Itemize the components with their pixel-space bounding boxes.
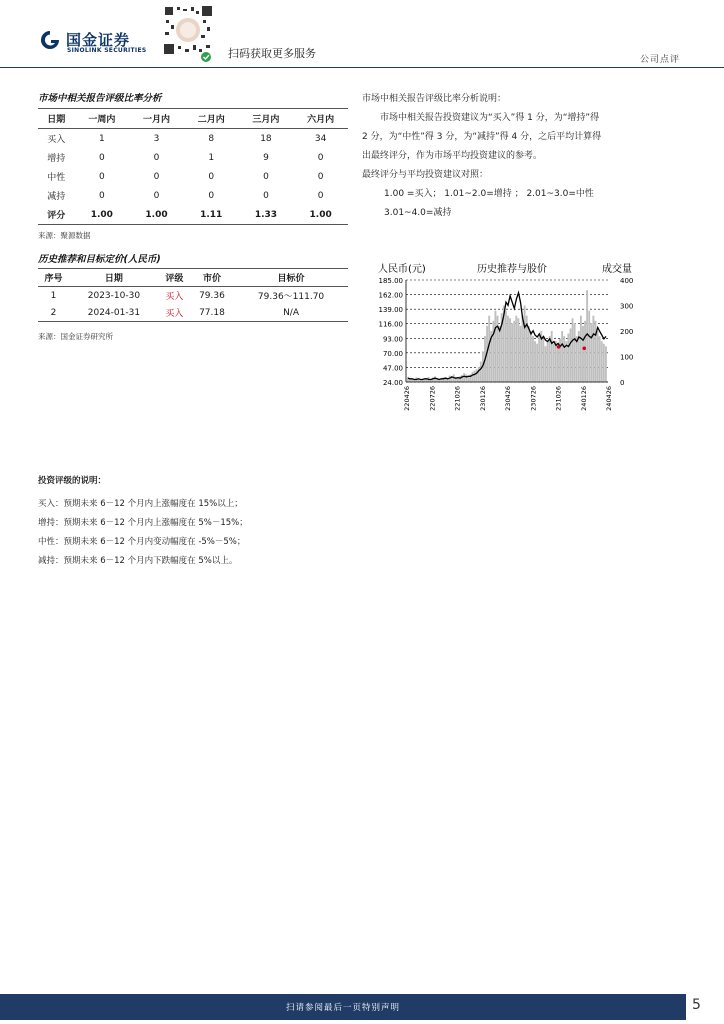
table-cell: 0 [153,190,160,201]
x-tick-label: 231026 [554,386,563,411]
volume-bar [586,290,588,382]
rating-definition-buy: 买入：预期未来 6－12 个月内上涨幅度在 15%以上； [38,499,243,509]
table-row [38,129,348,149]
table-cell: 9 [263,152,269,163]
score-mapping-line: 3.01~4.0=减持 [384,208,452,218]
rating-cell: 买入 [159,304,190,322]
table-cell: 评分 [38,205,74,225]
rating-definitions-title: 投资评级的说明： [38,476,107,486]
volume-bar [574,323,576,382]
volume-bar [495,311,497,382]
volume-bar [463,373,465,382]
volume-bar [480,362,482,382]
table-header-row [38,269,348,287]
rating-marker [557,345,561,349]
table-header-cell: 日期 [38,109,74,129]
volume-bar [434,376,436,382]
table-row [38,148,348,167]
volume-bar [536,344,538,382]
volume-bar [472,372,474,382]
y2-tick-label: 100 [620,353,634,362]
volume-bar [524,306,526,383]
rating-definition-overweight: 增持：预期未来 6－12 个月内上涨幅度在 5%－15%； [38,518,248,528]
history-title: 历史推荐和目标定价(人民币) [38,254,161,265]
volume-bar [509,318,511,382]
table-header-cell: 市价 [190,269,234,287]
table-cell: 1.00 [74,205,129,225]
table-cell: 1 [98,133,105,144]
rating-definition-neutral: 中性：预期未来 6－12 个月内变动幅度在 -5%－5%； [38,537,246,547]
scan-for-service-text: 扫码获取更多服务 [228,47,316,60]
table-cell: 买入 [47,135,66,145]
table-cell: 减持 [47,192,66,202]
volume-bar [557,349,559,382]
table-cell: 0 [98,190,105,201]
table-cell: 0 [98,171,105,182]
table-row [38,304,348,322]
x-tick-label: 230726 [529,386,538,411]
chart-ylabel: 人民币(元) [378,264,426,275]
volume-bar [532,336,534,382]
table-cell: 1.33 [239,205,294,225]
score-mapping-line: 1.00 =买入； 1.01~2.0=增持 ； 2.01~3.0=中性 [384,189,594,199]
volume-bar [561,331,563,382]
table-cell: 0 [263,171,269,182]
sinolink-logo-icon [38,30,62,50]
table-cell: 77.18 [190,304,234,322]
volume-bar [478,367,480,382]
header-divider [0,67,724,68]
volume-bar [461,375,463,382]
x-tick-label: 220726 [428,386,437,411]
rating-ratio-table [38,108,348,225]
volume-bar [551,331,553,382]
table-header-cell: 三月内 [239,109,294,129]
y2-tick-label: 0 [620,379,625,387]
y-tick-label: 70.00 [382,349,403,358]
table-cell: 0 [208,171,215,182]
table-cell: 2023-10-30 [87,290,141,301]
page-number: 5 [692,997,701,1013]
table-cell: 2 [38,304,69,322]
volume-bar [599,336,601,382]
volume-bar [515,316,517,382]
table-cell: N/A [234,304,348,322]
table-cell: 1.11 [184,205,239,225]
volume-bar [530,331,532,382]
table-cell: 中性 [47,173,66,183]
volume-bar [605,346,607,382]
price-history-chart [362,258,632,418]
volume-bar [584,321,586,382]
volume-bar [597,331,599,382]
score-row [38,205,348,225]
x-tick-label: 240426 [605,386,613,411]
table-cell: 79.36 [199,290,225,301]
volume-bar [553,344,555,382]
table-cell: 1 [208,152,215,163]
rating-explanation [362,90,662,223]
table-header-cell: 目标价 [234,269,348,287]
chart-title: 历史推荐与股价 [477,264,547,275]
explanation-title: 市场中相关报告评级比率分析说明： [362,94,507,104]
volume-bar [588,311,590,382]
history-table [38,268,348,322]
volume-bar [595,321,597,382]
logo-chinese-name: 国金证券 [66,31,131,49]
table-cell: 0 [153,152,160,163]
y2-tick-label: 200 [620,328,634,336]
rating-cell: 买入 [165,292,184,302]
volume-bar [505,311,507,382]
volume-bar [545,346,547,382]
logo-english-name: SINOLINK SECURITIES [67,47,147,54]
volume-bar [592,316,594,382]
table-header-row [38,109,348,129]
y-tick-label: 93.00 [382,335,403,344]
volume-bar [522,316,524,382]
qr-code-icon[interactable] [163,5,213,63]
table-cell: 0 [263,190,269,201]
table-cell: 1.00 [293,205,348,225]
table-header-cell: 序号 [38,269,69,287]
table-cell: 3 [153,133,160,144]
volume-bar [492,321,494,382]
explanation-line: 出最终评分，作为市场平均投资建议的参考。 [362,151,543,161]
volume-bar [520,326,522,382]
explanation-line: 最终评分与平均投资建议对照： [362,170,489,180]
volume-bar [511,323,513,382]
table2-source: 来源：国金证券研究所 [38,332,113,341]
table-header-cell: 日期 [69,269,159,287]
x-tick-label: 220426 [403,386,411,411]
table-cell: 0 [153,171,160,182]
chart-y2label: 成交量 [602,264,632,275]
explanation-line: 市场中相关报告投资建议为“买入”得 1 分，为“增持”得 [380,113,600,123]
rating-definition-underweight: 减持：预期未来 6－12 个月内下跌幅度在 5%以上。 [38,556,238,566]
volume-bar [570,328,572,382]
y-tick-label: 162.00 [378,291,403,300]
volume-bar [565,341,567,382]
table-cell: 2024-01-31 [69,304,159,322]
table-cell: 0 [208,190,215,201]
y-tick-label: 24.00 [382,379,403,387]
table1-source: 来源：聚源数据 [38,231,91,240]
report-type-label: 公司点评 [640,55,681,65]
volume-bar [499,326,501,382]
volume-bar [590,323,592,382]
volume-bar [582,326,584,382]
volume-bar [517,318,519,382]
table-cell: 0 [317,152,324,163]
volume-bar [507,316,509,382]
table-cell: 0 [317,190,324,201]
y-tick-label: 47.00 [382,364,403,373]
rating-marker [582,347,586,351]
y-tick-label: 185.00 [378,277,403,285]
table-row [38,287,348,305]
table-header-cell: 一月内 [129,109,184,129]
table-row [38,186,348,205]
y2-tick-label: 300 [620,302,634,311]
volume-bar [465,374,467,382]
volume-bar [563,336,565,382]
table-row [38,167,348,186]
volume-bar [576,336,578,382]
footer-disclaimer: 扫请参阅最后一页特别声明 [285,1003,400,1013]
volume-bar [542,339,544,382]
volume-bar [603,344,605,382]
volume-bar [528,326,530,382]
volume-bar [567,334,569,382]
x-tick-label: 240126 [579,386,588,411]
y-tick-label: 116.00 [378,320,403,329]
volume-bar [572,318,574,382]
table-header-cell: 评级 [159,269,190,287]
table-cell: 79.36～111.70 [257,292,325,302]
volume-bar [534,341,536,382]
volume-bar [459,376,461,382]
volume-bar [474,371,476,382]
volume-bar [580,316,582,382]
table-cell: 1 [50,290,57,301]
table-header-cell: 二月内 [184,109,239,129]
table-cell: 34 [314,133,327,144]
x-tick-label: 221026 [453,386,462,411]
explanation-line: 2 分，为“中性”得 3 分，为“减持”得 4 分，之后平均计算得 [362,132,602,142]
rating-ratio-title: 市场中相关报告评级比率分析 [38,93,162,104]
volume-bar [555,341,557,382]
table-cell: 0 [317,171,324,182]
volume-bar [407,377,409,382]
table-cell: 1.00 [129,205,184,225]
x-tick-label: 230426 [504,386,512,411]
x-tick-label: 230126 [478,386,487,411]
table-cell: 增持 [47,154,66,164]
table-header-cell: 一周内 [74,109,129,129]
volume-bar [513,321,515,382]
table-header-cell: 六月内 [293,109,348,129]
table-cell: 8 [208,133,215,144]
table-cell: 0 [98,152,105,163]
volume-bar [601,341,603,382]
table-cell: 18 [260,133,272,144]
volume-bar [549,336,551,382]
volume-bar [547,341,549,382]
volume-bar [538,336,540,382]
y-tick-label: 139.00 [378,306,403,315]
y2-tick-label: 400 [620,277,634,285]
volume-bar [476,369,478,382]
rating-definitions [38,472,248,571]
